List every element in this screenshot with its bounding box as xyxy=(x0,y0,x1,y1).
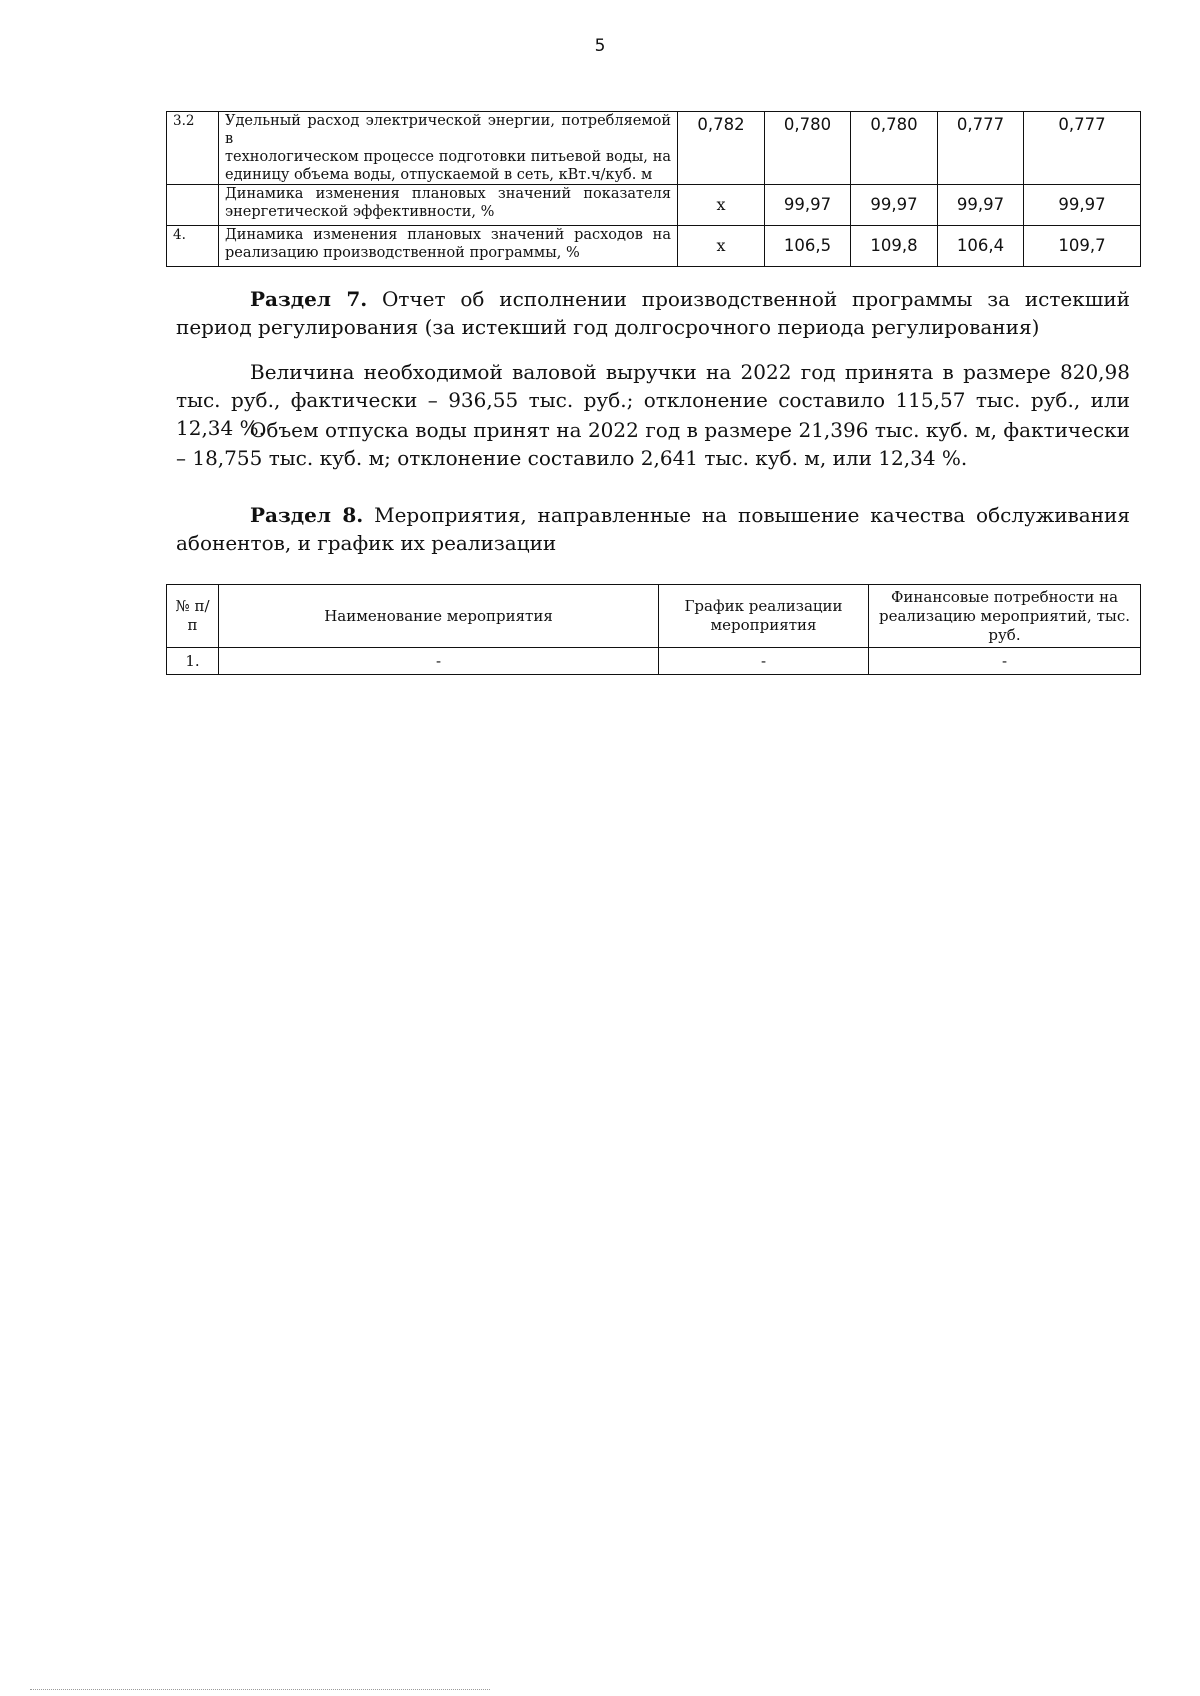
measures-table xyxy=(166,584,1141,675)
column-header: № п/п xyxy=(167,585,219,648)
water-volume-paragraph: Объем отпуска воды принят на 2022 год в размере 21,396 тыс. куб. м, фактически – 18,755 тыс. куб. м; отклонение составило 2,641 тыс. куб. м, или 12,34 %. xyxy=(176,418,1130,470)
description-line: единицу объема воды, отпускаемой в сеть, кВт.ч/куб. м xyxy=(225,167,653,183)
description-line: Динамика изменения плановых значений расходов на xyxy=(225,227,671,243)
value-cell: 0,780 xyxy=(851,112,938,185)
page-number: 5 xyxy=(594,36,606,56)
description-line: Динамика изменения плановых значений показателя xyxy=(225,186,671,202)
value-cell: 99,97 xyxy=(938,185,1024,226)
section-8-title: Мероприятия, направленные на повышение качества обслуживания абонентов, и график их реализации xyxy=(176,503,1131,555)
column-header: Наименование мероприятия xyxy=(219,585,659,648)
description-line: Удельный расход электрической энергии, потребляемой в xyxy=(225,113,671,147)
table-row xyxy=(167,185,1141,226)
table-cell: - xyxy=(869,648,1141,675)
table-row xyxy=(167,226,1141,267)
table-row xyxy=(167,112,1141,185)
value-cell: х xyxy=(678,185,765,226)
description-line: реализацию производственной программы, % xyxy=(225,245,580,261)
section-7-heading xyxy=(176,285,1130,341)
section-7-label: Раздел 7. xyxy=(250,287,368,311)
revenue-paragraph: Величина необходимой валовой выручки на 2022 год принята в размере 820,98 тыс. руб., фактически – 936,55 тыс. руб.; отклонение составило 115,57 тыс. руб., или 12,34 %. xyxy=(176,360,1130,440)
table-cell: 1. xyxy=(167,648,219,675)
scan-artifact-line xyxy=(30,1689,490,1690)
value-cell: 0,780 xyxy=(765,112,851,185)
value-cell: 0,782 xyxy=(678,112,765,185)
column-header: Финансовые потребности на реализацию мероприятий, тыс. руб. xyxy=(869,585,1141,648)
section-8-label: Раздел 8. xyxy=(250,503,364,527)
value-cell: 0,777 xyxy=(1024,112,1141,185)
table-header-row xyxy=(167,585,1141,648)
value-cell: 109,8 xyxy=(851,226,938,267)
description-line: технологическом процессе подготовки питьевой воды, на xyxy=(225,149,671,165)
table-cell: - xyxy=(659,648,869,675)
table-row xyxy=(167,648,1141,675)
value-cell: 0,777 xyxy=(938,112,1024,185)
value-cell: 106,5 xyxy=(765,226,851,267)
table-cell: - xyxy=(219,648,659,675)
indicator-description xyxy=(219,112,678,185)
row-number: 4. xyxy=(167,226,219,267)
value-cell: х xyxy=(678,226,765,267)
indicator-description xyxy=(219,226,678,267)
row-number xyxy=(167,185,219,226)
indicators-table xyxy=(166,111,1141,267)
section-8-heading xyxy=(176,501,1130,557)
row-number: 3.2 xyxy=(167,112,219,185)
column-header: График реализации мероприятия xyxy=(659,585,869,648)
value-cell: 109,7 xyxy=(1024,226,1141,267)
section-7-title: Отчет об исполнении производственной программы за истекший период регулирования (за истекший год долгосрочного периода регулирования) xyxy=(176,287,1131,339)
value-cell: 106,4 xyxy=(938,226,1024,267)
description-line: энергетической эффективности, % xyxy=(225,204,495,220)
value-cell: 99,97 xyxy=(1024,185,1141,226)
value-cell: 99,97 xyxy=(765,185,851,226)
value-cell: 99,97 xyxy=(851,185,938,226)
indicator-description xyxy=(219,185,678,226)
